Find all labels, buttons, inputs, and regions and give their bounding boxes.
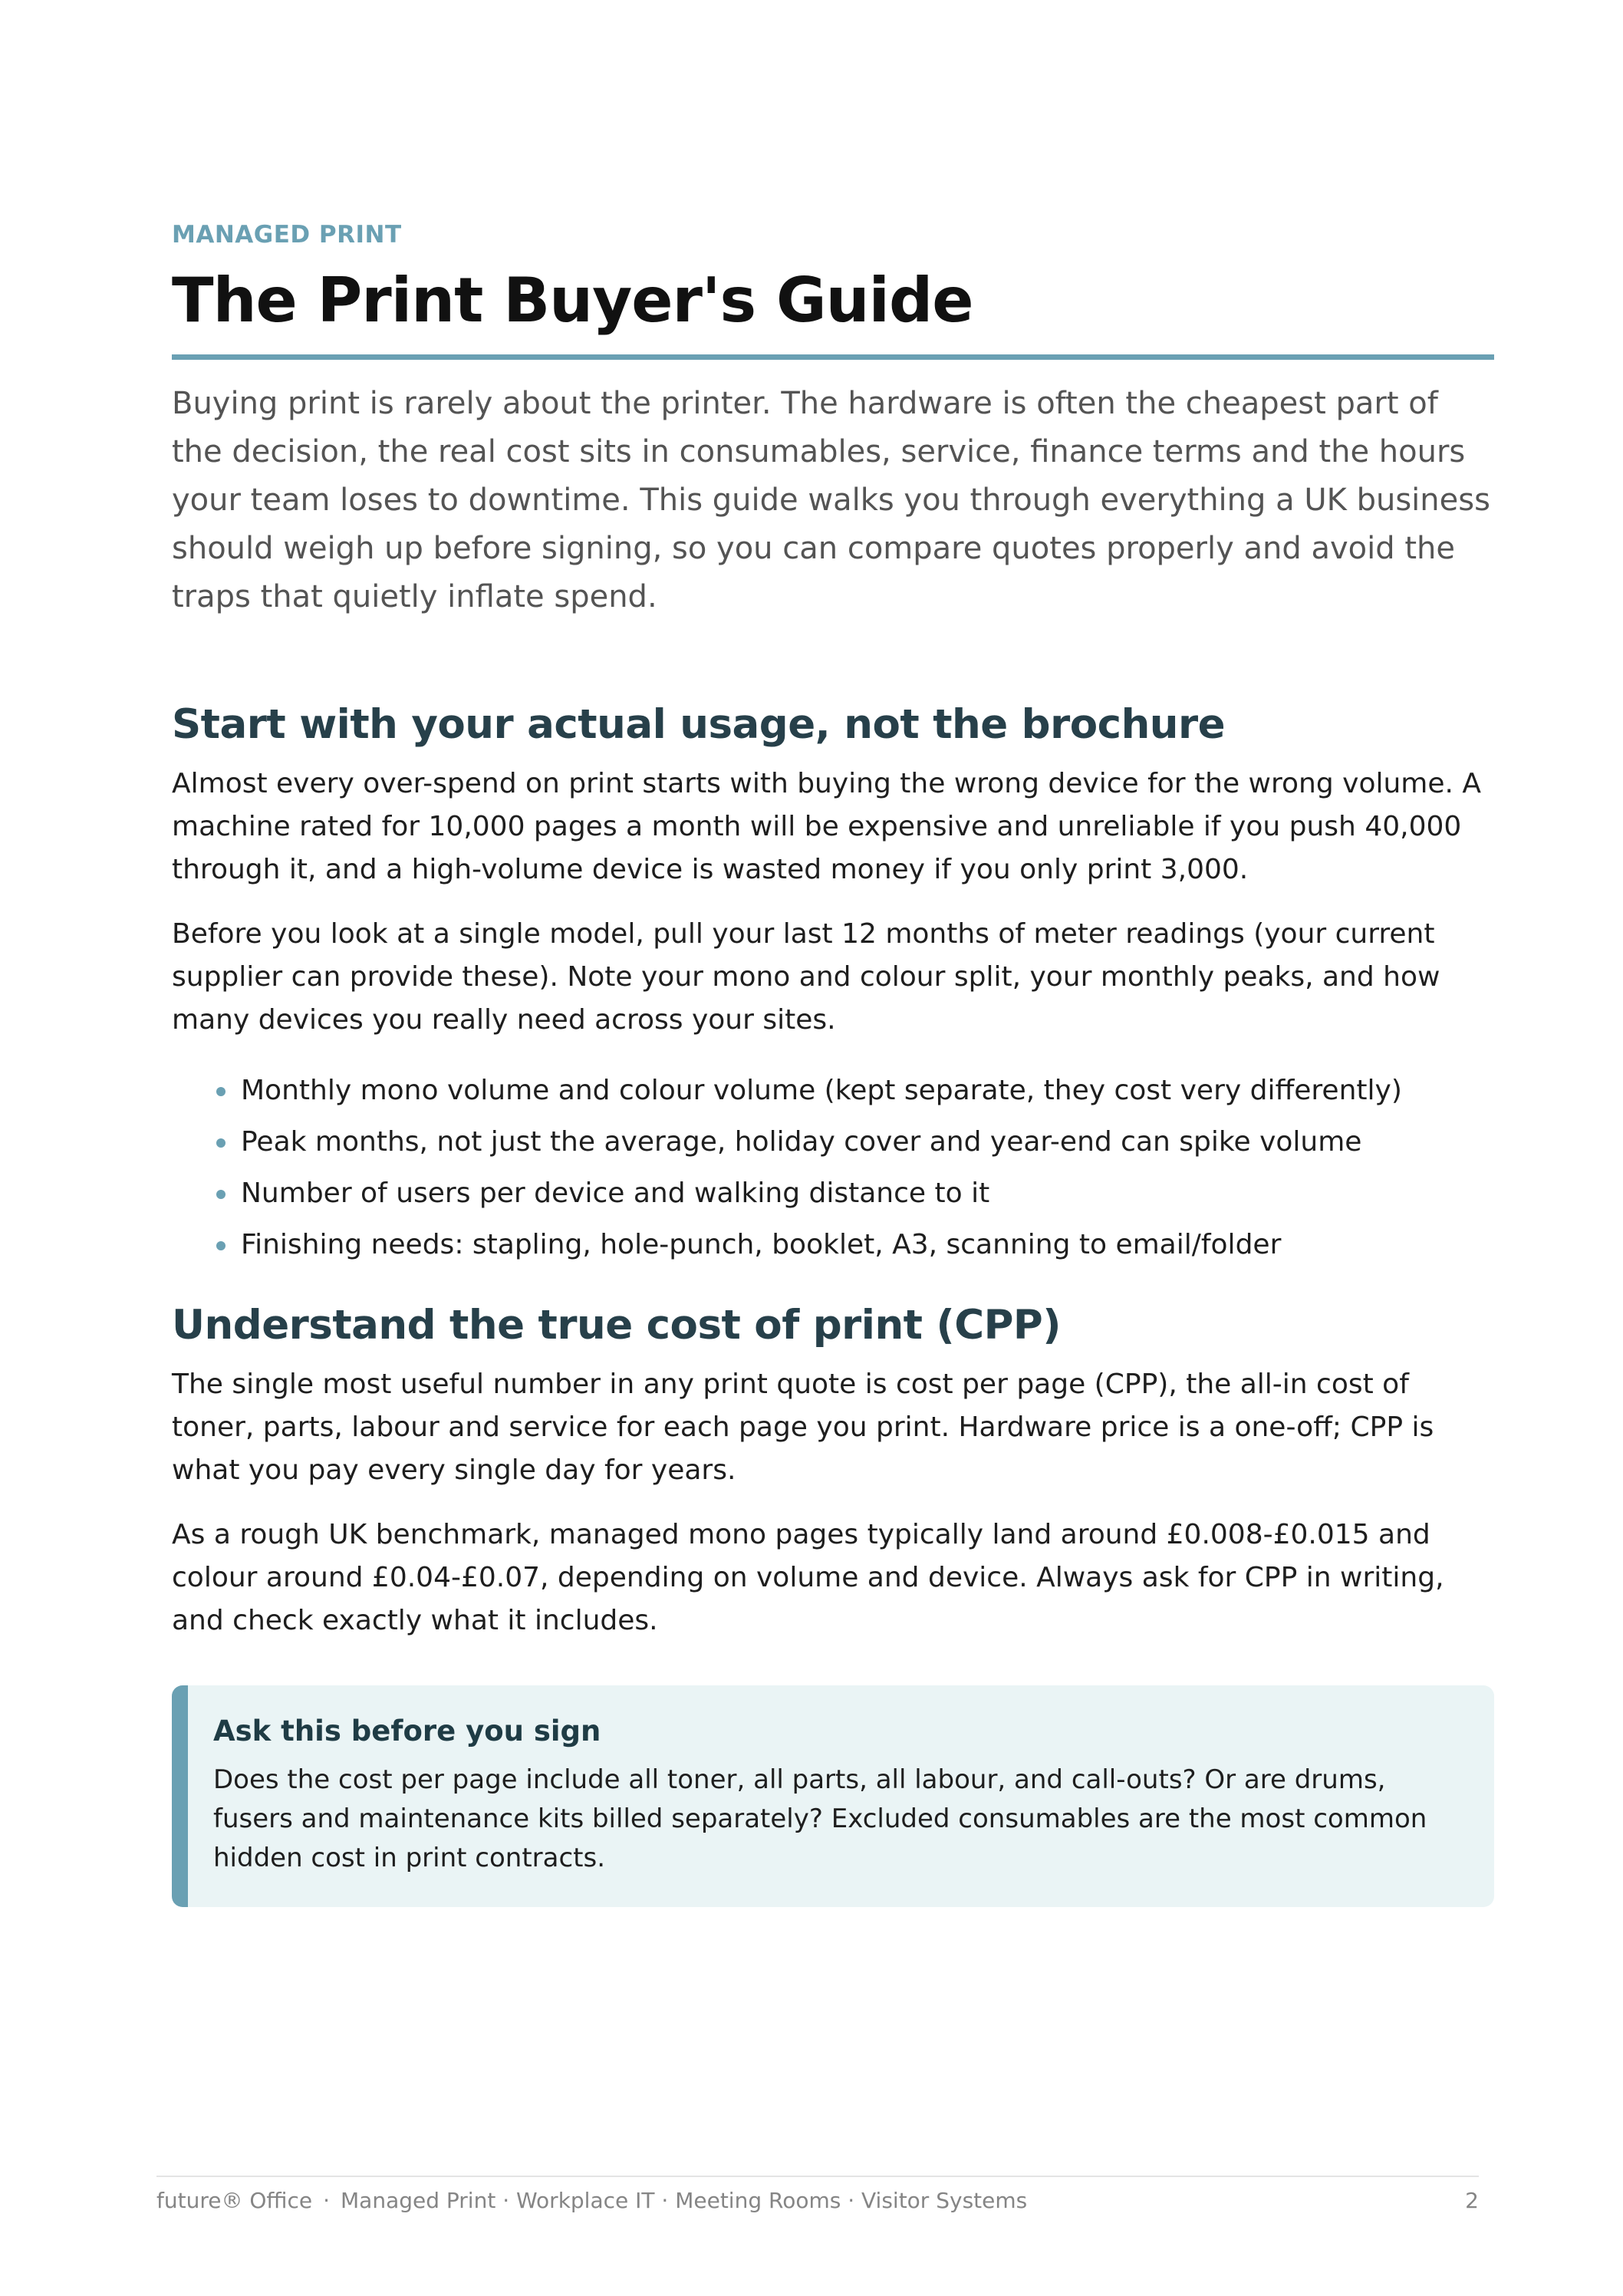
usage-checklist (172, 1071, 1494, 1265)
list-item (216, 1122, 1494, 1162)
bullet-dot-icon (216, 1190, 226, 1199)
footer-services: Managed Print · Workplace IT · Meeting Rooms · Visitor Systems (341, 2188, 1028, 2213)
callout-text: Does the cost per page include all toner, all parts, all labour, and call-outs? Or are drums, fusers and maintenance kits billed separately? Excluded consumables are the most common hidden cost in print contracts. (213, 1764, 1427, 1873)
list-item-text: Number of users per device and walking distance to it (241, 1178, 990, 1209)
footer-left (156, 2188, 1027, 2213)
title-divider (172, 354, 1494, 360)
page-title: The Print Buyer's Guide (172, 265, 973, 336)
usage-paragraph-1: Almost every over-spend on print starts with buying the wrong device for the wrong volume. A machine rated for 10,000 pages a month will be expensive and unreliable if you push 40,000 through it, and a high-volume device is wasted money if you only print 3,000. (172, 768, 1482, 885)
cpp-paragraph-1: The single most useful number in any print quote is cost per page (CPP), the all-in cost of toner, parts, labour and service for each page you print. Hardware price is a one-off; CPP is what you pay every single day for years. (172, 1369, 1434, 1486)
page-number: 2 (1465, 2188, 1479, 2213)
cpp-paragraph-2: As a rough UK benchmark, managed mono pages typically land around £0.008-£0.015 and colour around £0.04-£0.07, depending on volume and device. Always ask for CPP in writing, and check exactly what it includes. (172, 1519, 1444, 1636)
section-heading-cpp: Understand the true cost of print (CPP) (172, 1302, 1061, 1349)
page-content (172, 218, 1494, 1907)
usage-paragraph-2: Before you look at a single model, pull your last 12 months of meter readings (your current supplier can provide these). Note your mono and colour split, your monthly peaks, and how many devices you really need across your sites. (172, 918, 1440, 1036)
bullet-dot-icon (216, 1241, 226, 1250)
list-item-text: Finishing needs: stapling, hole-punch, booklet, A3, scanning to email/folder (241, 1229, 1282, 1260)
callout-accent-bar (172, 1685, 188, 1907)
list-item-text: Peak months, not just the average, holiday cover and year-end can spike volume (241, 1126, 1362, 1158)
callout-title: Ask this before you sign (213, 1715, 601, 1748)
lead-paragraph: Buying print is rarely about the printer. The hardware is often the cheapest part of the decision, the real cost sits in consumables, service, finance terms and the hours your team loses to downtime. This guide walks you through everything a UK business should weigh up before signing, so you can compare quotes properly and avoid the traps that quietly inflate spend. (172, 386, 1490, 614)
callout-box (172, 1685, 1494, 1907)
footer-brand: future® Office (156, 2188, 313, 2213)
section-eyebrow: MANAGED PRINT (172, 221, 402, 249)
bullet-dot-icon (216, 1087, 226, 1096)
page-footer (156, 2176, 1479, 2222)
list-item (216, 1071, 1494, 1111)
bullet-dot-icon (216, 1138, 226, 1148)
list-item-text: Monthly mono volume and colour volume (kept separate, they cost very differently) (241, 1075, 1402, 1106)
section-heading-usage: Start with your actual usage, not the brochure (172, 701, 1226, 748)
footer-separator: · (323, 2188, 330, 2213)
list-item (216, 1225, 1494, 1265)
list-item (216, 1174, 1494, 1214)
